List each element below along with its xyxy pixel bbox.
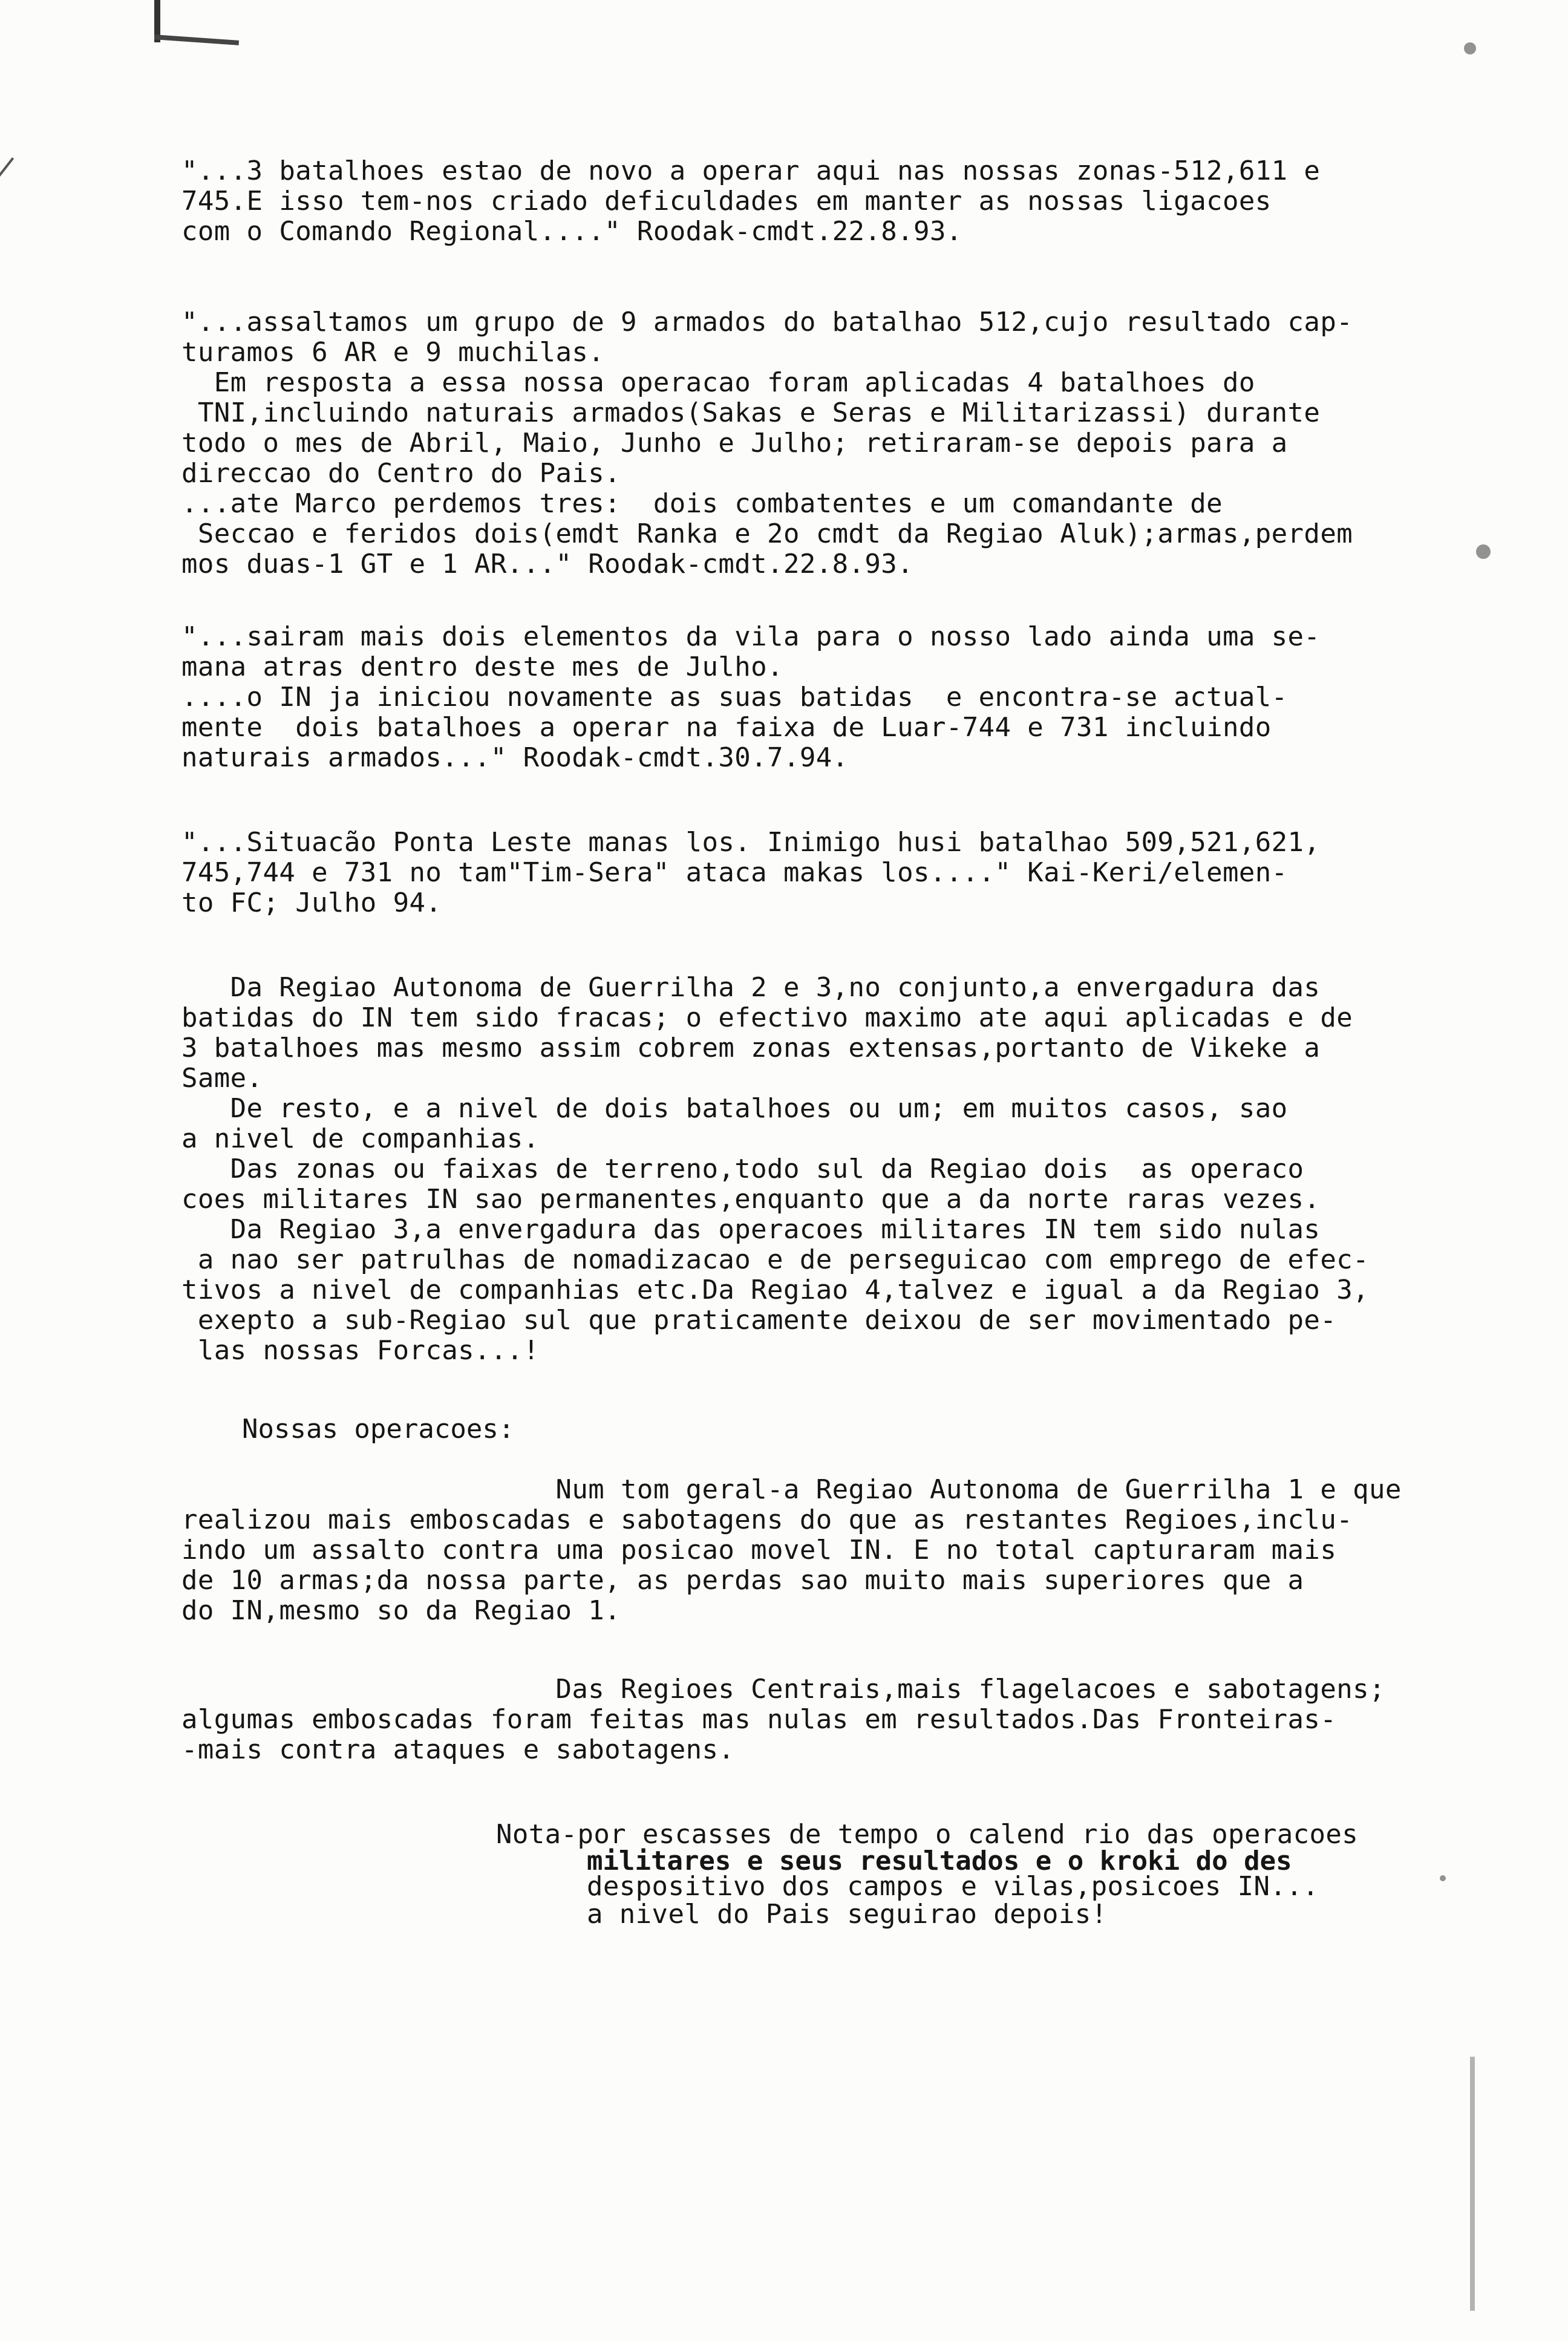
note-line-bold: militares e seus resultados e o kroki do des xyxy=(587,1846,1292,1876)
operations-central-regions: Das Regioes Centrais,mais flagelacoes e sabotagens; algumas emboscadas foram feitas mas nulas em resultados.Das Fronteiras- -mais contra ataques e sabotagens. xyxy=(181,1674,1385,1765)
operations-region-1: Num tom geral-a Regiao Autonoma de Guerrilha 1 e que realizou mais emboscadas e sabotagens do que as restantes Regioes,inclu- indo um assalto contra uma posicao movel IN. E no total capturaram mais de 10 armas;da nossa parte, as perdas sao muito mais superiores que a do IN,mesmo so da Regiao 1. xyxy=(181,1474,1402,1626)
regions-summary: Da Regiao Autonoma de Guerrilha 2 e 3,no conjunto,a envergadura das batidas do IN tem sido fracas; o efectivo maximo ate aqui aplicadas e de 3 batalhoes mas mesmo assim cobrem zonas extensas,portanto de Vikeke a Same. De resto, e a nivel de dois batalhoes ou um; em muitos casos, sao a nivel de companhias. Das zonas ou faixas de terreno,todo sul da Regiao dois as operaco coes militares IN sao permanentes,enquanto que a da norte raras vezes. Da Regiao 3,a envergadura das operacoes militares IN tem sido nulas a nao ser patrulhas de nomadizacao e de perseguicao com emprego de efec- tivos a nivel de companhias etc.Da Regiao 4,talvez e igual a da Regiao 3, exepto a sub-Regiao sul que praticamente deixou de ser movimentado pe- las nossas Forcas...! xyxy=(181,972,1369,1366)
quote-roodak-1: "...3 batalhoes estao de novo a operar aqui nas nossas zonas-512,611 e 745.E isso tem-nos criado deficuldades em manter as nossas ligacoes com o Comando Regional...." Roodak-cmdt.22.8.93. xyxy=(181,155,1321,247)
scan-speck xyxy=(1440,1875,1446,1881)
note-line: Nota-por escasses de tempo o calend rio das operacoes xyxy=(496,1819,1359,1850)
section-heading-operations: Nossas operacoes: xyxy=(242,1414,515,1445)
left-margin-line xyxy=(0,157,14,240)
scan-speck xyxy=(1464,42,1476,54)
quote-roodak-3: "...sairam mais dois elementos da vila para o nosso lado ainda uma se- mana atras dentro deste mes de Julho. ....o IN ja iniciou novamente as suas batidas e encontra-se actual- mente dois batalhoes a operar na faixa de Luar-744 e 731 incluindo naturais armados..." Roodak-cmdt.30.7.94. xyxy=(181,621,1321,773)
note-line: despositivo dos campos e vilas,posicoes IN... xyxy=(587,1871,1319,1902)
quote-kai-keri: "...Situacão Ponta Leste manas los. Inimigo husi batalhao 509,521,621, 745,744 e 731 no tam"Tim-Sera" ataca makas los...." Kai-Keri/elemen- to FC; Julho 94. xyxy=(181,827,1321,918)
right-edge-noise xyxy=(1470,2057,1475,2311)
quote-roodak-2: "...assaltamos um grupo de 9 armados do batalhao 512,cujo resultado cap- turamos 6 AR e 9 muchilas. Em resposta a essa nossa operacao foram aplicadas 4 batalhoes do TNI,incluindo naturais armados(Sakas e Seras e Militarizassi) durante todo o mes de Abril, Maio, Junho e Julho; retiraram-se depois para a direccao do Centro do Pais. ...ate Marco perdemos tres: dois combatentes e um comandante de Seccao e feridos dois(emdt Ranka e 2o cmdt da Regiao Aluk);armas,perdem mos duas-1 GT e 1 AR..." Roodak-cmdt.22.8.93. xyxy=(181,307,1353,580)
corner-scan-mark-base xyxy=(154,34,239,45)
scan-speck xyxy=(1476,544,1491,559)
note-line: a nivel do Pais seguirao depois! xyxy=(587,1899,1108,1930)
